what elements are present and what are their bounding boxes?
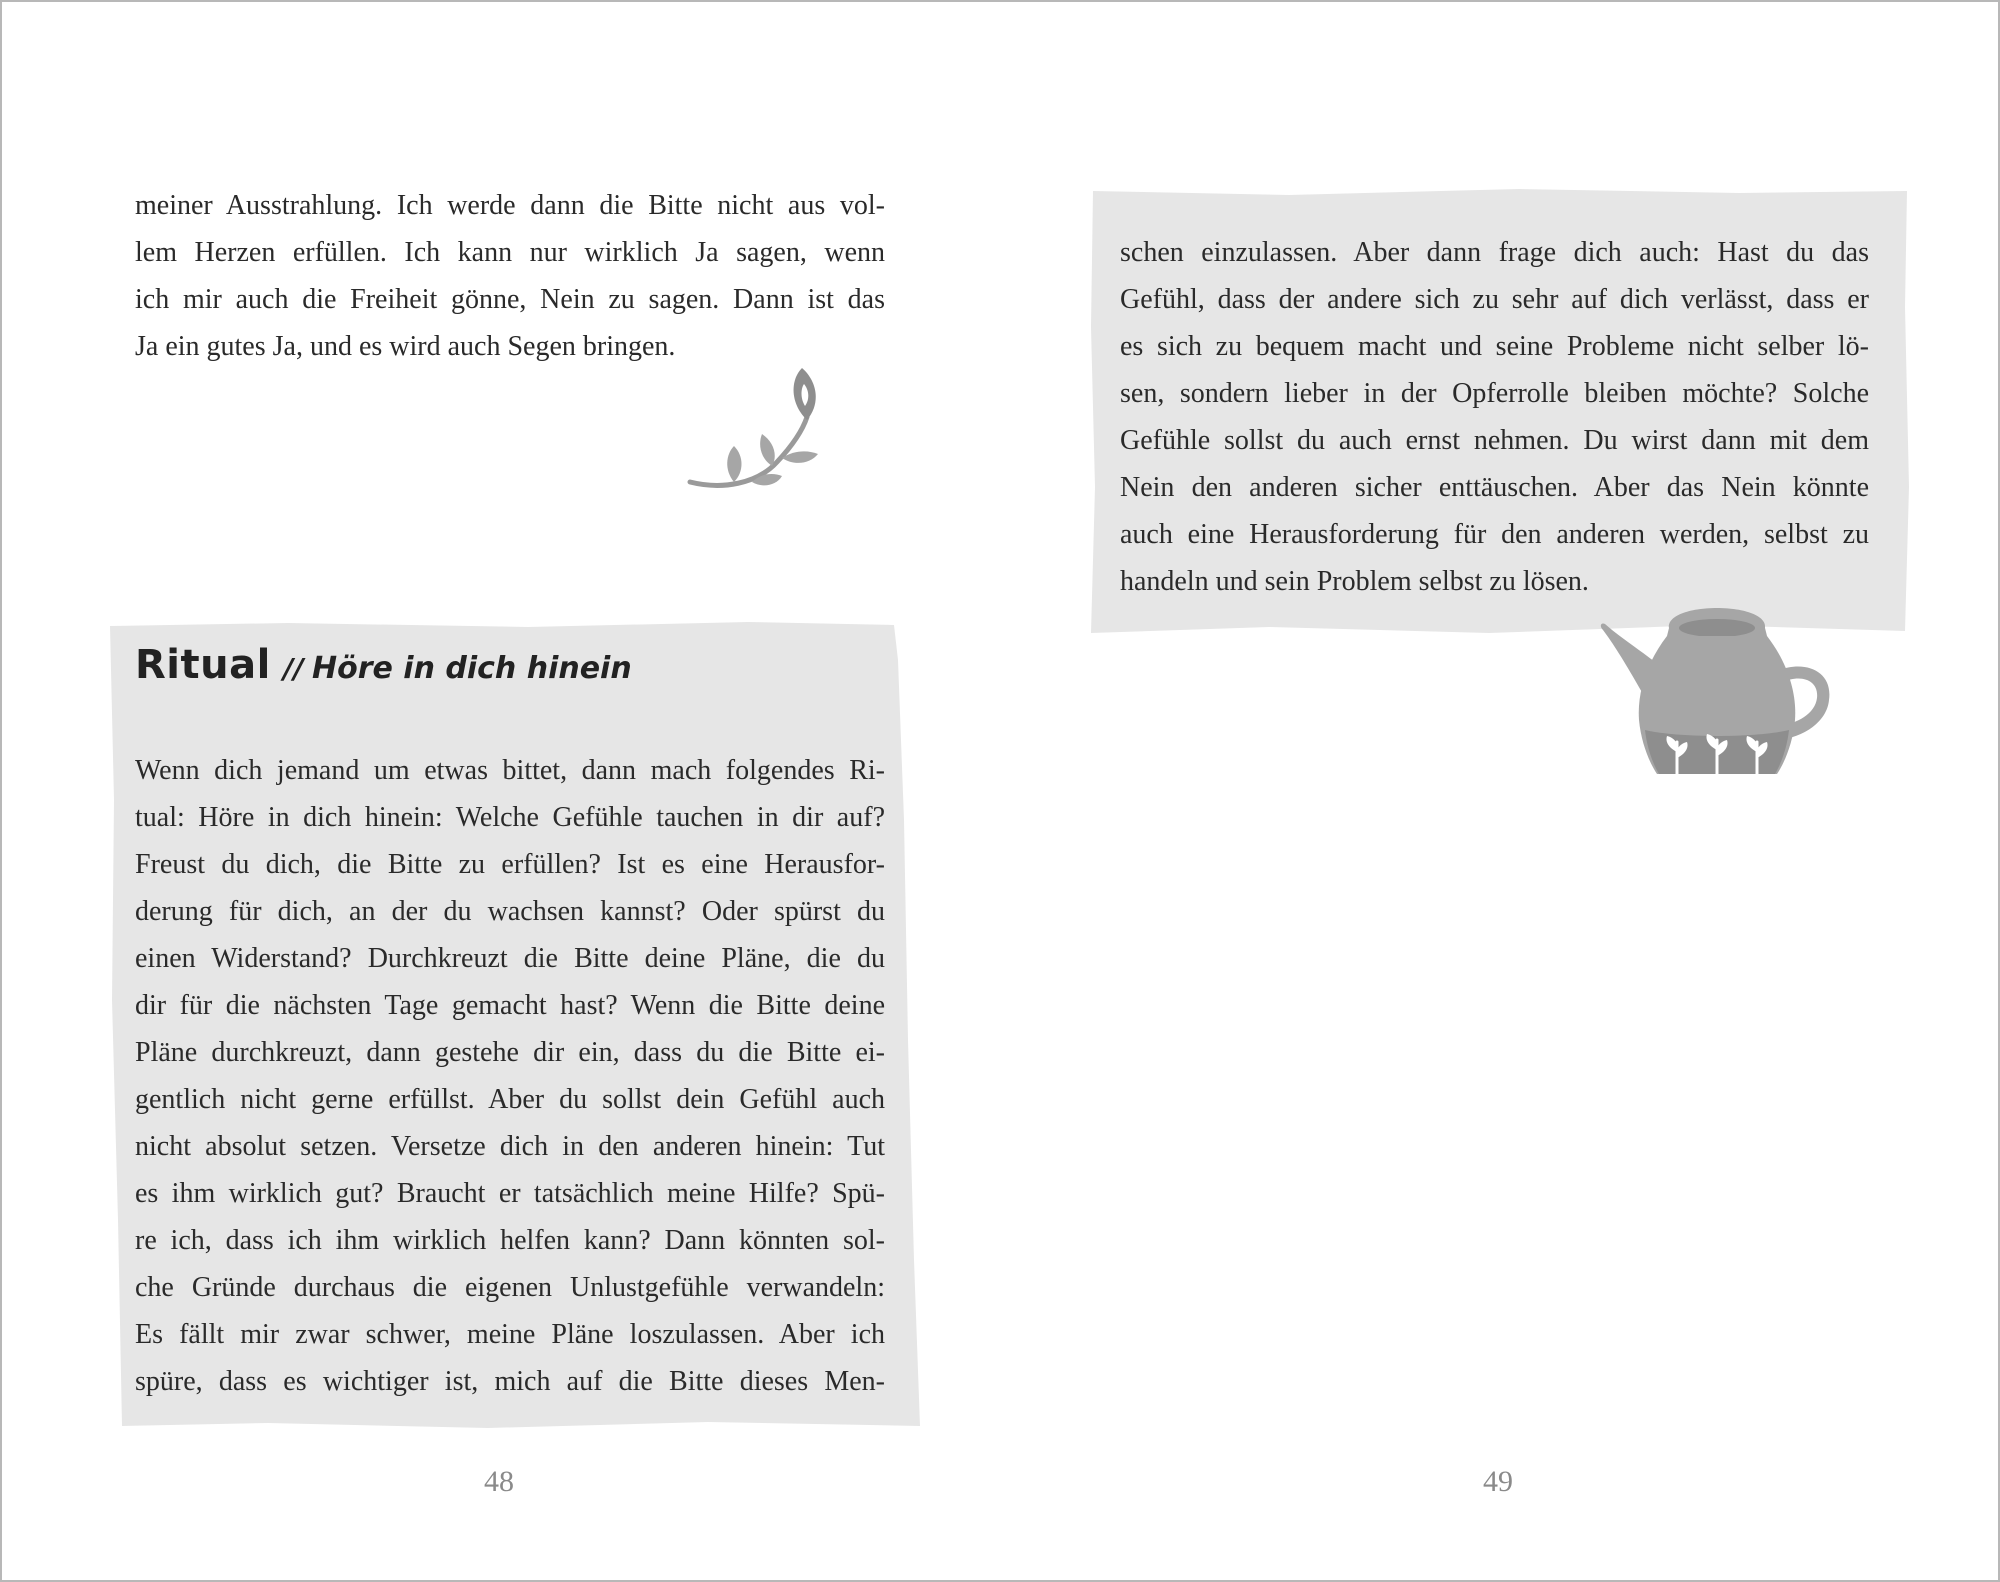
page-number-left: 48 (484, 1465, 514, 1498)
text-line: spüre, dass es wichtiger ist, mich auf die Bitte dieses Men- (135, 1366, 885, 1397)
text-line: es sich zu bequem macht und seine Probleme nicht selber lö- (1120, 331, 1869, 362)
text-line: ich mir auch die Freiheit gönne, Nein zu sagen. Dann ist das (135, 284, 885, 315)
ritual-heading (135, 642, 632, 688)
teapot-icon (1597, 602, 1837, 782)
text-line: tual: Höre in dich hinein: Welche Gefühle tauchen in dir auf? (135, 802, 885, 833)
right-paragraph (1120, 229, 1869, 605)
text-line: che Gründe durchaus die eigenen Unlustgefühle verwandeln: (135, 1272, 885, 1303)
text-line: schen einzulassen. Aber dann frage dich auch: Hast du das (1120, 237, 1869, 268)
page-number-right: 49 (1483, 1465, 1513, 1498)
text-line: re ich, dass ich ihm wirklich helfen kann? Dann könnten sol- (135, 1225, 885, 1256)
text-line: gentlich nicht gerne erfüllst. Aber du sollst dein Gefühl auch (135, 1084, 885, 1115)
intro-paragraph (135, 182, 885, 370)
text-line: handeln und sein Problem selbst zu lösen. (1120, 566, 1589, 597)
text-line: Freust du dich, die Bitte zu erfüllen? Ist es eine Herausfor- (135, 849, 885, 880)
text-line: lem Herzen erfüllen. Ich kann nur wirklich Ja sagen, wenn (135, 237, 885, 268)
text-line: Ja ein gutes Ja, und es wird auch Segen bringen. (135, 331, 676, 362)
ritual-separator: // (283, 652, 304, 685)
text-line: nicht absolut setzen. Versetze dich in den anderen hinein: Tut (135, 1131, 885, 1162)
text-line: derung für dich, an der du wachsen kannst? Oder spürst du (135, 896, 885, 927)
text-line: Pläne durchkreuzt, dann gestehe dir ein, dass du die Bitte ei- (135, 1037, 885, 1068)
text-line: Es fällt mir zwar schwer, meine Pläne loszulassen. Aber ich (135, 1319, 885, 1350)
ritual-subtitle: Höre in dich hinein (311, 651, 632, 686)
text-line: Nein den anderen sicher enttäuschen. Aber das Nein könnte (1120, 472, 1869, 503)
text-line: Wenn dich jemand um etwas bittet, dann mach folgendes Ri- (135, 755, 885, 786)
text-line: Gefühle sollst du auch ernst nehmen. Du wirst dann mit dem (1120, 425, 1869, 456)
text-line: es ihm wirklich gut? Braucht er tatsächlich meine Hilfe? Spü- (135, 1178, 885, 1209)
text-line: Gefühl, dass der andere sich zu sehr auf dich verlässt, dass er (1120, 284, 1869, 315)
text-line: dir für die nächsten Tage gemacht hast? Wenn die Bitte deine (135, 990, 885, 1021)
leaf-branch-icon (682, 362, 822, 497)
text-line: auch eine Herausforderung für den anderen werden, selbst zu (1120, 519, 1869, 550)
ritual-label: Ritual (135, 642, 271, 688)
ritual-paragraph (135, 747, 885, 1405)
text-line: meiner Ausstrahlung. Ich werde dann die Bitte nicht aus vol- (135, 190, 885, 221)
text-line: sen, sondern lieber in der Opferrolle bleiben möchte? Solche (1120, 378, 1869, 409)
text-line: einen Widerstand? Durchkreuzt die Bitte deine Pläne, die du (135, 943, 885, 974)
